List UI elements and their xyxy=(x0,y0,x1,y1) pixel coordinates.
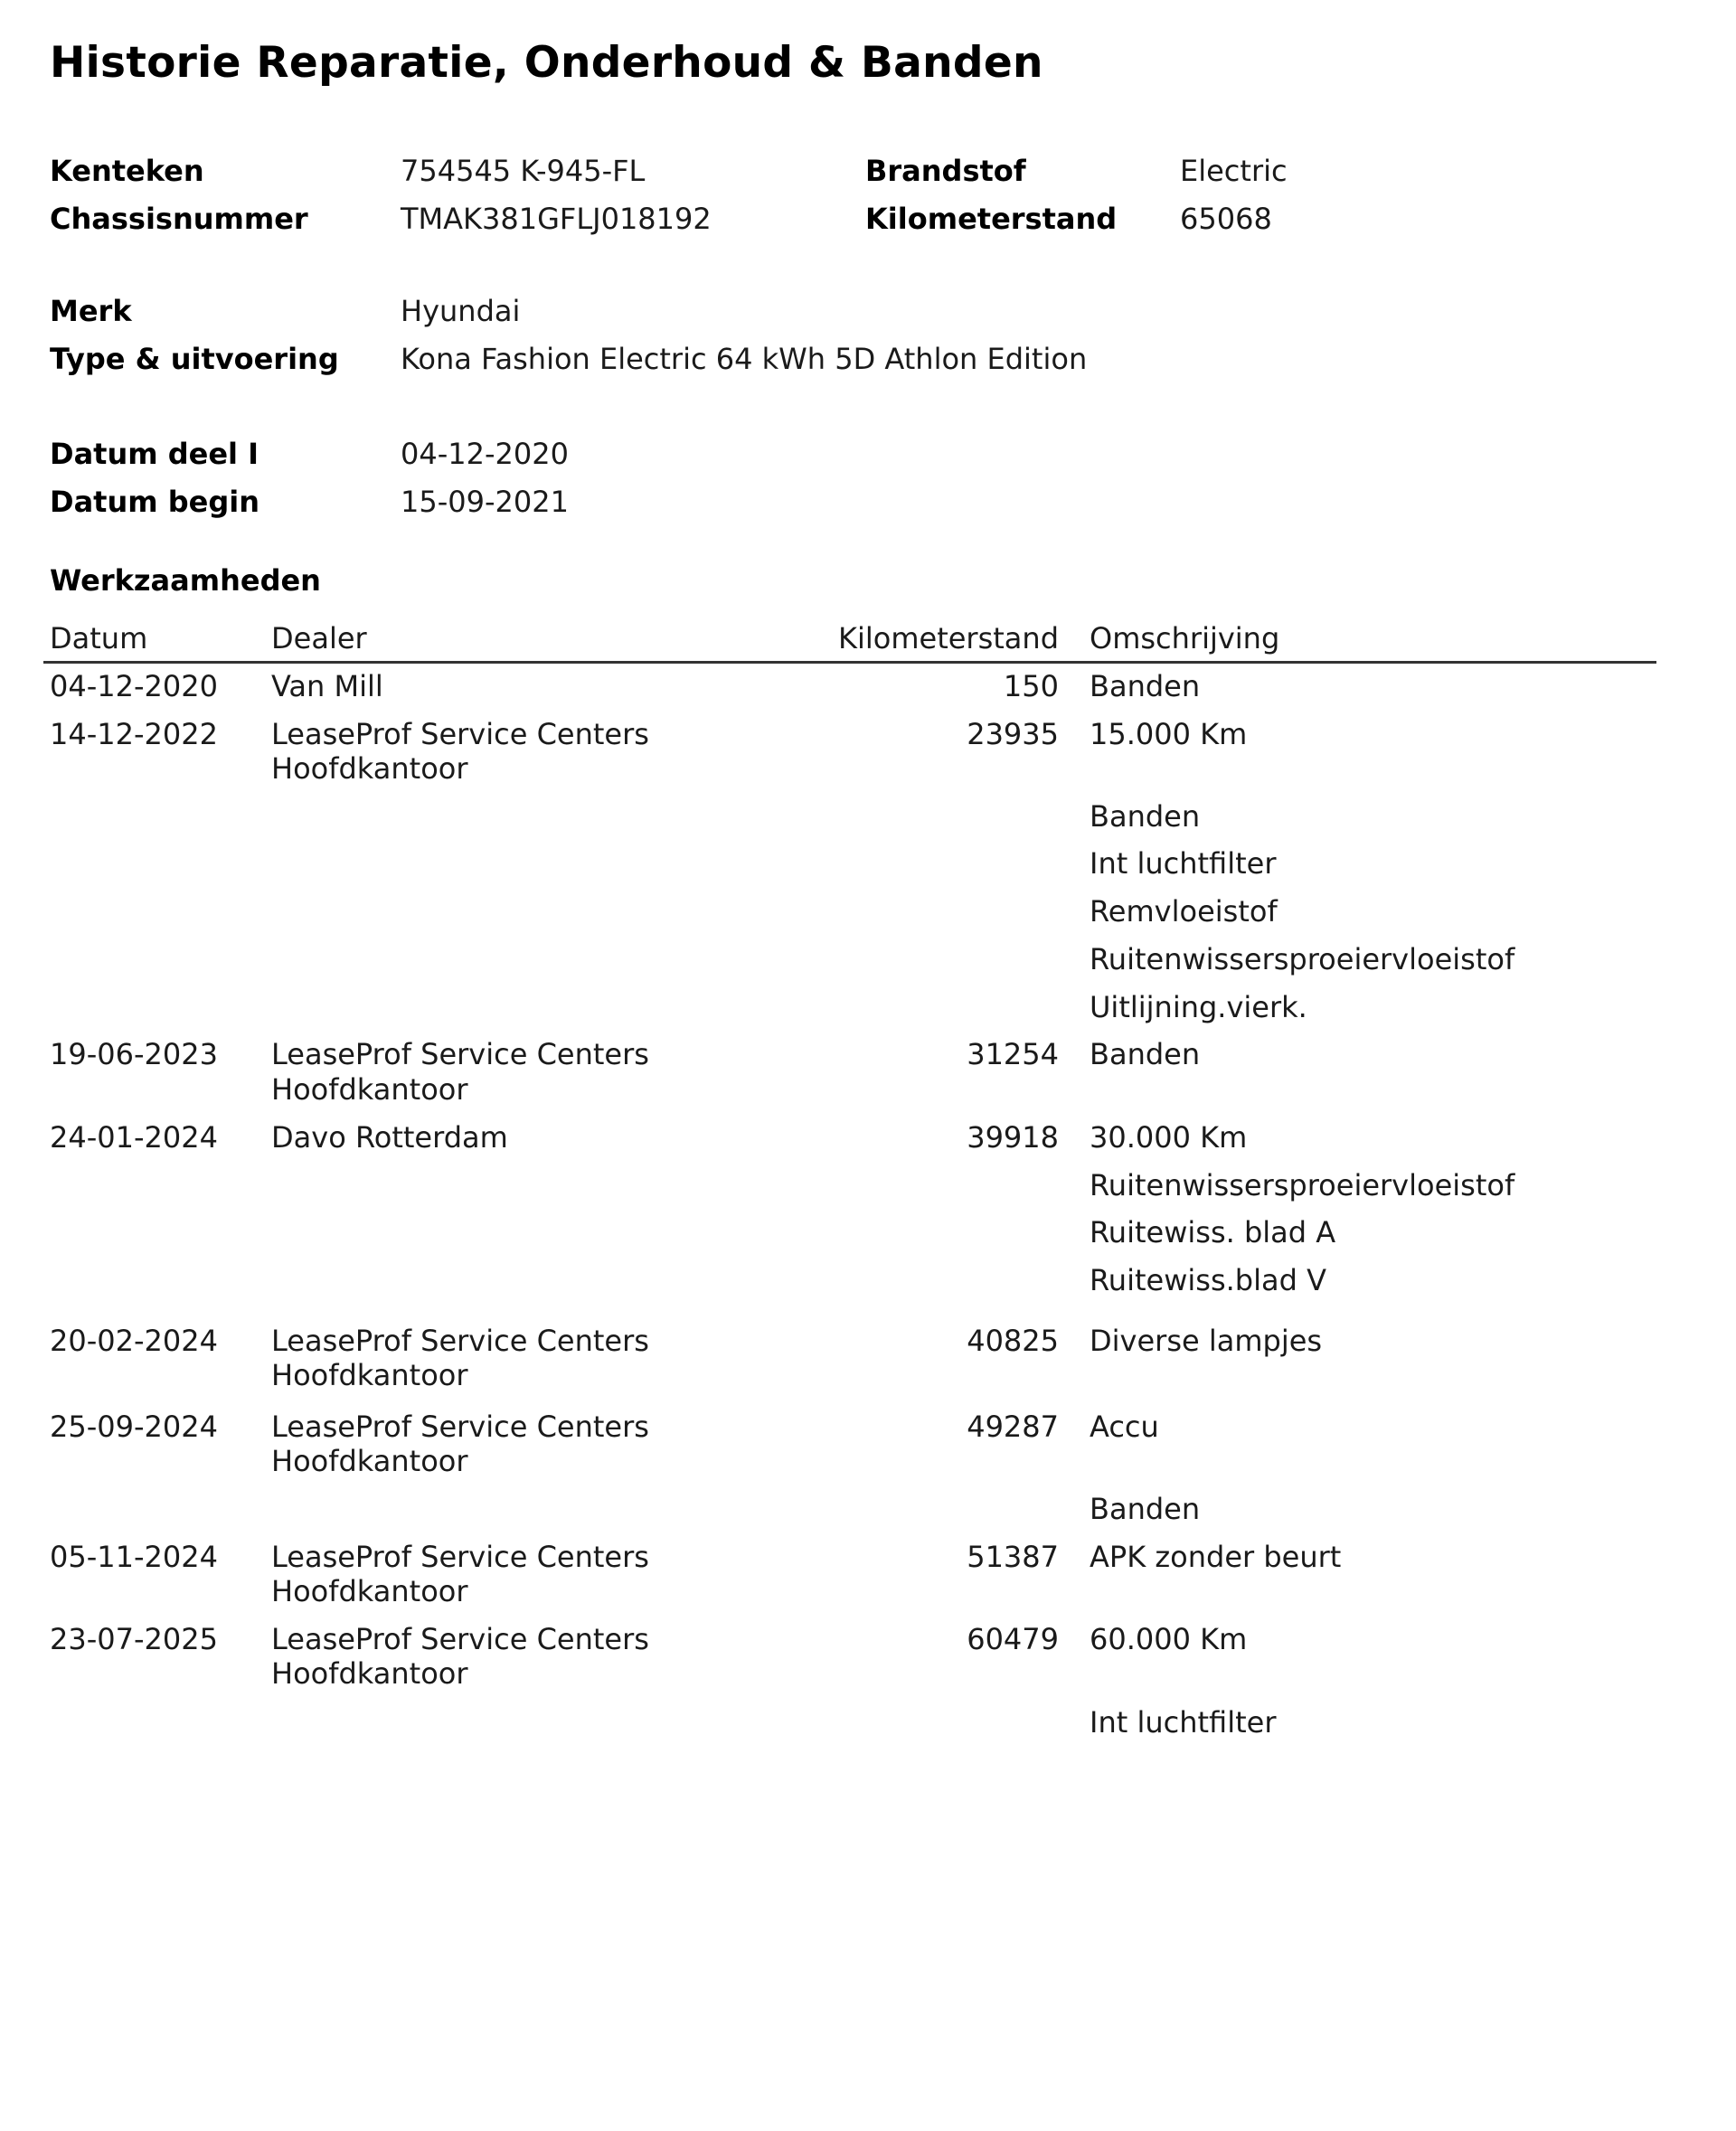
row-km: 23935 xyxy=(967,717,1059,751)
column-header-kilometerstand: Kilometerstand xyxy=(837,621,1059,655)
row-datum: 14-12-2022 xyxy=(50,717,218,751)
row-omschrijving: Int luchtfilter xyxy=(1090,1705,1277,1740)
km-label: Kilometerstand xyxy=(865,202,1118,236)
row-dealer-line2: Hoofdkantoor xyxy=(271,1444,468,1478)
row-datum: 23-07-2025 xyxy=(50,1622,218,1656)
row-datum: 25-09-2024 xyxy=(50,1410,218,1444)
row-dealer-line2: Hoofdkantoor xyxy=(271,1574,468,1608)
row-omschrijving: 30.000 Km xyxy=(1090,1120,1248,1155)
row-datum: 24-01-2024 xyxy=(50,1120,218,1155)
datum-deel-label: Datum deel I xyxy=(50,437,259,471)
chassis-value: TMAK381GFLJ018192 xyxy=(401,202,712,236)
row-datum: 20-02-2024 xyxy=(50,1324,218,1358)
row-dealer: Davo Rotterdam xyxy=(271,1120,508,1155)
row-dealer: LeaseProf Service Centers xyxy=(271,717,649,751)
column-header-omschrijving: Omschrijving xyxy=(1090,621,1280,655)
page-title: Historie Reparatie, Onderhoud & Banden xyxy=(50,38,1043,88)
werkzaamheden-heading: Werkzaamheden xyxy=(50,563,321,598)
merk-label: Merk xyxy=(50,294,132,328)
row-datum: 19-06-2023 xyxy=(50,1037,218,1071)
row-omschrijving: APK zonder beurt xyxy=(1090,1540,1342,1574)
km-value: 65068 xyxy=(1180,202,1272,236)
row-km: 40825 xyxy=(967,1324,1059,1358)
datum-begin-value: 15-09-2021 xyxy=(401,485,569,519)
row-omschrijving: Ruitenwissersproeiervloeistof xyxy=(1090,1168,1515,1202)
row-dealer: LeaseProf Service Centers xyxy=(271,1324,649,1358)
datum-begin-label: Datum begin xyxy=(50,485,259,519)
row-km: 51387 xyxy=(967,1540,1059,1574)
datum-deel-value: 04-12-2020 xyxy=(401,437,569,471)
kenteken-label: Kenteken xyxy=(50,154,204,188)
row-dealer-line2: Hoofdkantoor xyxy=(271,751,468,786)
column-header-dealer: Dealer xyxy=(271,621,367,655)
brandstof-value: Electric xyxy=(1180,154,1288,188)
row-omschrijving: Int luchtfilter xyxy=(1090,846,1277,881)
row-dealer: LeaseProf Service Centers xyxy=(271,1540,649,1574)
row-km: 31254 xyxy=(967,1037,1059,1071)
row-omschrijving: Ruitewiss.blad V xyxy=(1090,1263,1326,1297)
row-omschrijving: Accu xyxy=(1090,1410,1159,1444)
row-km: 39918 xyxy=(967,1120,1059,1155)
row-km: 150 xyxy=(1003,669,1059,703)
row-datum: 05-11-2024 xyxy=(50,1540,218,1574)
type-label: Type & uitvoering xyxy=(50,342,339,376)
row-dealer-line2: Hoofdkantoor xyxy=(271,1358,468,1392)
row-dealer: LeaseProf Service Centers xyxy=(271,1037,649,1071)
row-omschrijving: 15.000 Km xyxy=(1090,717,1248,751)
type-value: Kona Fashion Electric 64 kWh 5D Athlon Edition xyxy=(401,342,1088,376)
header-divider xyxy=(43,661,1656,664)
row-omschrijving: 60.000 Km xyxy=(1090,1622,1248,1656)
row-dealer-line2: Hoofdkantoor xyxy=(271,1072,468,1107)
row-km: 60479 xyxy=(967,1622,1059,1656)
row-dealer: LeaseProf Service Centers xyxy=(271,1622,649,1656)
row-omschrijving: Banden xyxy=(1090,1492,1201,1526)
chassis-label: Chassisnummer xyxy=(50,202,308,236)
row-dealer-line2: Hoofdkantoor xyxy=(271,1656,468,1691)
row-omschrijving: Remvloeistof xyxy=(1090,894,1278,929)
brandstof-label: Brandstof xyxy=(865,154,1026,188)
row-datum: 04-12-2020 xyxy=(50,669,218,703)
kenteken-value: 754545 K-945-FL xyxy=(401,154,646,188)
row-omschrijving: Banden xyxy=(1090,669,1201,703)
row-omschrijving: Ruitenwissersproeiervloeistof xyxy=(1090,942,1515,976)
row-omschrijving: Ruitewiss. blad A xyxy=(1090,1215,1336,1249)
row-omschrijving: Banden xyxy=(1090,1037,1201,1071)
row-omschrijving: Uitlijning.vierk. xyxy=(1090,990,1307,1024)
row-omschrijving: Banden xyxy=(1090,799,1201,834)
column-header-datum: Datum xyxy=(50,621,148,655)
row-km: 49287 xyxy=(967,1410,1059,1444)
row-omschrijving: Diverse lampjes xyxy=(1090,1324,1323,1358)
row-dealer: LeaseProf Service Centers xyxy=(271,1410,649,1444)
merk-value: Hyundai xyxy=(401,294,521,328)
row-dealer: Van Mill xyxy=(271,669,383,703)
